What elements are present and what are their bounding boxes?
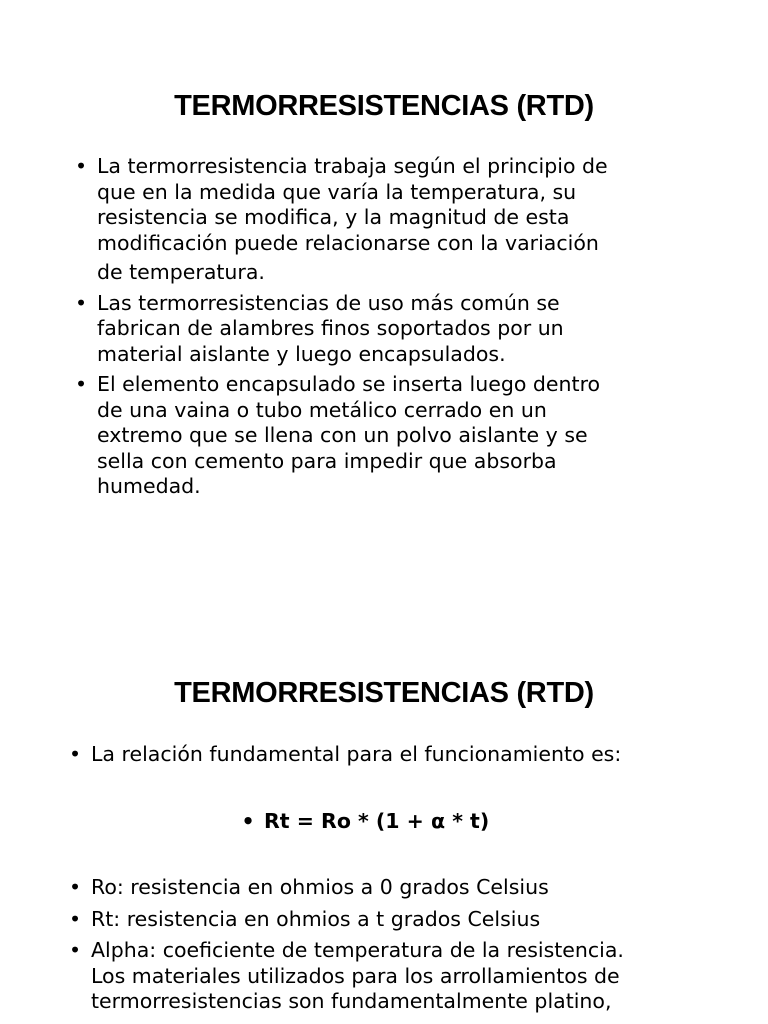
bullet-line: humedad. bbox=[97, 474, 201, 498]
bullet-line: La termorresistencia trabaja según el principio de bbox=[97, 154, 608, 178]
bullet-line: material aislante y luego encapsulados. bbox=[97, 341, 506, 366]
bullet-icon: • bbox=[74, 154, 88, 178]
formula-list bbox=[241, 809, 664, 835]
bullet-line: Los materiales utilizados para los arrollamientos de bbox=[91, 963, 620, 988]
formula-text: Rt = Ro * (1 + α * t) bbox=[264, 809, 490, 833]
bullet-line: resistencia se modifica, y la magnitud de esta bbox=[97, 205, 570, 229]
bullet-item bbox=[68, 938, 731, 1015]
bullet-item bbox=[68, 906, 731, 933]
intro-list bbox=[68, 742, 731, 768]
bullet-icon: • bbox=[74, 372, 88, 396]
bullet-line: sella con cemento para impedir que absorba bbox=[97, 448, 557, 473]
bullet-icon: • bbox=[68, 742, 82, 766]
bullet-icon: • bbox=[68, 875, 82, 899]
bullet-item bbox=[68, 875, 731, 901]
bullet-line: El elemento encapsulado se inserta luego dentro bbox=[97, 372, 601, 396]
bullet-line: Alpha: coeficiente de temperatura de la resistencia. bbox=[91, 938, 624, 962]
bullet-line: fabrican de alambres finos soportados por un bbox=[97, 316, 564, 340]
bullet-line: termorresistencias son fundamentalmente platino, bbox=[91, 989, 612, 1013]
bullet-line: Las termorresistencias de uso más común se bbox=[97, 290, 560, 315]
slide-title: TERMORRESISTENCIAS (RTD) bbox=[174, 677, 594, 710]
bullet-line: de temperatura. bbox=[97, 260, 265, 284]
bullet-line: de una vaina o tubo metálico cerrado en un bbox=[97, 397, 547, 422]
bullet-icon: • bbox=[68, 938, 82, 962]
bullet-list bbox=[74, 154, 707, 505]
bullet-line: Ro: resistencia en ohmios a 0 grados Celsius bbox=[91, 875, 549, 899]
bullet-item bbox=[68, 742, 731, 768]
bullet-line: extremo que se llena con un polvo aislante y se bbox=[97, 423, 588, 447]
bullet-icon: • bbox=[74, 290, 88, 315]
bullet-item bbox=[74, 372, 707, 500]
bullet-line: Rt: resistencia en ohmios a t grados Celsius bbox=[91, 906, 541, 931]
bullet-item bbox=[74, 290, 707, 368]
bullet-item bbox=[241, 809, 664, 835]
bullet-line: modificación puede relacionarse con la variación bbox=[97, 230, 599, 255]
bullet-icon: • bbox=[241, 809, 255, 833]
definitions-list bbox=[68, 875, 731, 1021]
slide-2 bbox=[0, 585, 768, 1024]
bullet-item bbox=[74, 154, 707, 286]
intro-text: La relación fundamental para el funcionamiento es: bbox=[91, 742, 622, 766]
slide-title: TERMORRESISTENCIAS (RTD) bbox=[174, 90, 594, 123]
bullet-icon: • bbox=[68, 906, 82, 931]
bullet-line: que en la medida que varía la temperatura, su bbox=[97, 179, 577, 204]
